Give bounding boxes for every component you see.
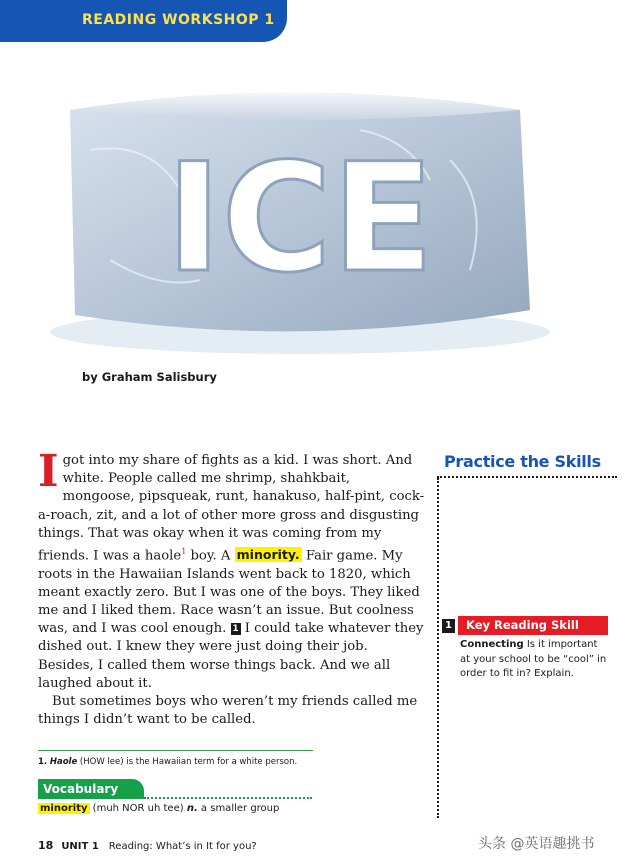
ice-title-word: ICE — [165, 132, 435, 306]
ice-block-illustration — [30, 70, 550, 370]
story-text-segment: boy. A — [186, 548, 235, 564]
unit-label: UNIT 1 — [61, 841, 99, 852]
footnote-rule — [38, 750, 313, 751]
footnote — [38, 757, 328, 767]
vocabulary-rule — [144, 797, 312, 799]
page-footer — [38, 839, 257, 852]
story-paragraph-1 — [38, 446, 426, 693]
workshop-header-tab — [0, 0, 287, 42]
story-text-segment: I could take whatever they dished out. I knew they were just doing their job. Besides, I called them worse things back. And we all laughed about it. — [38, 621, 424, 691]
sidebar-top-divider — [437, 476, 617, 478]
key-reading-skill-question — [460, 638, 610, 682]
page-number: 18 — [38, 839, 54, 852]
watermark-text: 头条 @英语趣挑书 — [478, 836, 595, 852]
footnote-number: 1. — [38, 757, 48, 767]
footnote-term: Haole — [49, 757, 78, 767]
vocab-definition: a smaller group — [197, 803, 280, 814]
key-reading-marker: 1 — [442, 619, 455, 633]
story-text — [38, 446, 426, 729]
footnote-text: (HOW lee) is the Hawaiian term for a white person. — [77, 757, 298, 767]
vocab-pronunciation: (muh NOR uh tee) — [89, 803, 187, 814]
story-paragraph-2: But sometimes boys who weren’t my friends called me things I didn’t want to be called. — [38, 694, 418, 728]
workshop-header-label: READING WORKSHOP 1 — [82, 12, 275, 28]
sidebar-divider — [437, 478, 439, 818]
vocab-part-of-speech: n. — [186, 803, 198, 814]
author-byline: by Graham Salisbury — [82, 370, 217, 384]
skill-question-text: Is it important at your school to be “cool” in order to fit in? Explain. — [460, 639, 607, 679]
vocabulary-heading: Vocabulary — [38, 779, 144, 799]
drop-cap: I — [38, 446, 59, 497]
reading-skill-marker[interactable]: 1 — [232, 624, 239, 635]
skill-label: Connecting — [460, 639, 524, 650]
story-text-segment: got into my share of fights as a kid. I was short. And white. People called me shrimp, shahkbait, mongoose, pipsqueak, runt, hanakuso, half-pint, cock-a-roach, zit, and a lot of other more gross and disgusting things. That was okay when it was coming from my friends. I was a haole — [38, 453, 425, 564]
vocab-highlight-minority[interactable]: minority. — [236, 547, 300, 563]
key-reading-skill-title: Key Reading Skill — [458, 616, 608, 635]
vocabulary-entry — [38, 803, 338, 814]
footnote-reference[interactable]: 1 — [181, 547, 187, 557]
unit-subtitle: Reading: What’s in It for you? — [108, 841, 257, 852]
story-text-segment: Fair game. My roots in the Hawaiian Islands went back to 1820, which meant exactly zero. But I was one of the boys. They liked me and I liked them. Race wasn’t an issue. But coolness was, and I was cool enough. — [38, 548, 420, 637]
practice-skills-heading: Practice the Skills — [444, 452, 601, 471]
vocab-word: minority — [40, 803, 88, 814]
